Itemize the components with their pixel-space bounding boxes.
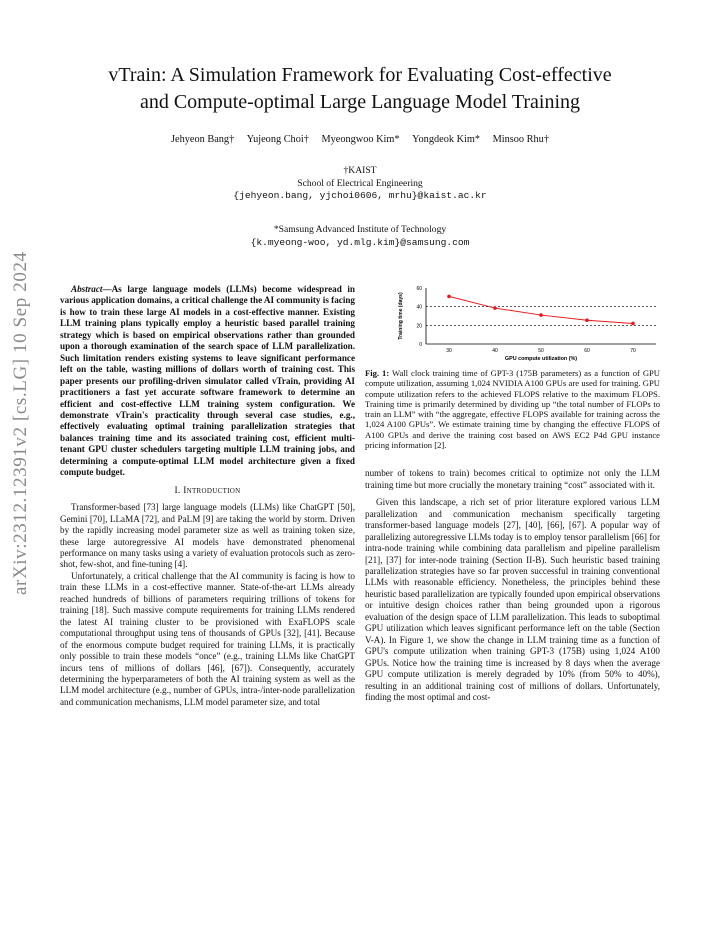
data-point xyxy=(585,318,589,322)
author: Minsoo Rhu† xyxy=(492,134,549,145)
arxiv-identifier: arXiv:2312.12391v2 [cs.LG] 10 Sep 2024 xyxy=(10,251,31,595)
author-list xyxy=(40,134,680,145)
x-axis-label: GPU compute utilization (%) xyxy=(504,356,578,362)
author: Yujeong Choi† xyxy=(246,134,309,145)
y-tick-label: 0 xyxy=(419,342,422,348)
paragraph: Transformer-based [73] large language models (LLMs) like ChatGPT [50], Gemini [70], LLaMA [72], and PaLM [9] are taking the world by storm. Driven by the rapidly increasing model parameter size as well as training token size, these large autoregressive AI models have demonstrated phenomenal performance on many tasks using a variety of evaluation protocols such as zero-shot, few-shot, and fine-tuning [4]. xyxy=(60,502,355,570)
x-tick-label: 70 xyxy=(630,348,636,354)
title-line-1: vTrain: A Simulation Framework for Evaluating Cost-effective xyxy=(108,64,612,86)
author: Myeongwoo Kim* xyxy=(321,134,400,145)
abstract xyxy=(60,284,355,479)
paper-title xyxy=(40,62,680,116)
series-line xyxy=(449,296,633,323)
paragraph: Given this landscape, a rich set of prior literature explored various LLM parallelization and communication mechanism specifically targeting transformer-based language models [27], [40], [66], [67]. A popular way of parallelizing autoregressive LLMs today is to employ tensor parallelism [66] for intra-node training while combining data parallelism and pipeline parallelism [21], [37] for inter-node training (Section II-B). Such heuristic based training parallelization strategies have so far proven successful in training conventional LLMs with reasonable efficiency. Nonetheless, the principles behind these heuristic based parallelization are typically founded upon empirical observations or intuitive design choices rather than being grounded upon a rigorous evaluation of the design space of LLM parallelization. This leads to suboptimal GPU utilization which leaves significant performance left on the table (Section V-A). In Figure 1, we show the change in LLM training time as a function of GPU's compute utilization when training GPT-3 (175B) using 1,024 A100 GPUs. Notice how the training time is increased by 8 days when the average GPU compute utilization is merely degraded by 10% (from 50% to 40%), resulting in an additional training cost of millions of dollars. Unfortunately, finding the most optimal and cost- xyxy=(365,497,660,702)
affiliation-name: *Samsung Advanced Institute of Technology xyxy=(273,224,447,235)
affiliation-samsung xyxy=(40,224,680,249)
title-line-2: and Compute-optimal Large Language Model Training xyxy=(139,91,581,113)
affiliation-kaist xyxy=(40,165,680,203)
author: Yongdeok Kim* xyxy=(412,134,481,145)
line-chart xyxy=(380,282,660,362)
author: Jehyeon Bang† xyxy=(171,134,235,145)
x-tick-label: 40 xyxy=(492,348,498,354)
affiliation-email: {k.myeong-woo, yd.mlg.kim}@samsung.com xyxy=(250,236,470,248)
paragraph: number of tokens to train) becomes critical to optimize not only the LLM training time but more crucially the monetary training “cost” associated with it. xyxy=(365,468,660,490)
x-tick-label: 30 xyxy=(446,348,452,354)
data-point xyxy=(539,313,543,317)
paragraph: Unfortunately, a critical challenge that the AI community is facing is how to train these LLMs in a cost-effective manner. State-of-the-art LLMs already reached hundreds of billions of parameters requiring trillions of tokens for training [18]. Such massive compute requirements for training LLMs rendered the latest AI training cluster to be provisioned with ExaFLOPS scale computational throughput using tens of thousands of GPUs [32], [41]. Because of the enormous compute budget required for training LLMs, it is practically only possible to train these models “once” (e.g., training LLMs like ChatGPT incurs tens of millions of dollars [46], [67]). Consequently, accurately determining the hyperparameters of both the AI training system as well as the LLM model architecture (e.g., number of GPUs, intra-/inter-node parallelization and communication mechanisms, LLM model parameter size, and total xyxy=(60,570,355,707)
data-point xyxy=(631,322,635,326)
figure-caption xyxy=(365,368,660,450)
figure-caption-label: Fig. 1: xyxy=(365,368,390,378)
abstract-text: —As large language models (LLMs) become widespread in various application domains, a critical challenge the AI community is facing is how to train these large AI models in a cost-effective manner. Existing LLM training plans typically employ a heuristic based parallel training strategy which is based on empirical observations rather than grounded upon a thorough examination of the search space of LLM parallelization. Such limitation renders existing systems to leave significant performance left on the table, wasting millions of dollars worth of training cost. This paper presents our profiling-driven simulator called vTrain, providing AI practitioners a fast yet accurate software framework to determine an efficient and cost-effective LLM training system configuration. We demonstrate vTrain's practicality through several case studies, e.g., effectively evaluating optimal training parallelization strategies that balances training time and its associated training cost, efficient multi-tenant GPU cluster schedulers targeting multiple LLM training jobs, and determining a compute-optimal LLM model architecture given a fixed compute budget. xyxy=(60,284,355,478)
right-column xyxy=(365,368,660,703)
y-tick-label: 60 xyxy=(416,286,422,292)
data-point xyxy=(493,306,497,310)
y-tick-label: 20 xyxy=(416,323,422,330)
y-tick-label: 40 xyxy=(416,304,422,311)
y-axis-label: Training time (days) xyxy=(398,292,404,340)
data-point xyxy=(447,295,451,299)
affiliation-email: {jehyeon.bang, yjchoi0606, mrhu}@kaist.ac.kr xyxy=(233,190,487,201)
affiliation-name: †KAIST xyxy=(343,165,377,176)
abstract-label: Abstract xyxy=(71,284,103,294)
affiliation-dept: School of Electrical Engineering xyxy=(297,177,423,189)
figure-1 xyxy=(380,282,660,362)
left-column xyxy=(60,284,355,708)
section-heading: I. Introduction xyxy=(174,485,241,496)
figure-caption-text: Wall clock training time of GPT-3 (175B parameters) as a function of GPU compute utilization, assuming 1,024 NVIDIA A100 GPUs are used for training. GPU compute utilization refers to the achieved FLOPS relative to the maximum FLOPS. Training time is primarily determined by dividing up “the total number of FLOPs to train an LLM” with “the aggregate, effective FLOPS available for training across the 1,024 A100 GPUs”. We estimate training time by changing the effective FLOPS of A100 GPUs and derive the training cost based on AWS EC2 P4d GPU instance pricing information [2]. xyxy=(365,368,661,451)
x-tick-label: 60 xyxy=(584,348,590,354)
x-tick-label: 50 xyxy=(538,348,544,354)
